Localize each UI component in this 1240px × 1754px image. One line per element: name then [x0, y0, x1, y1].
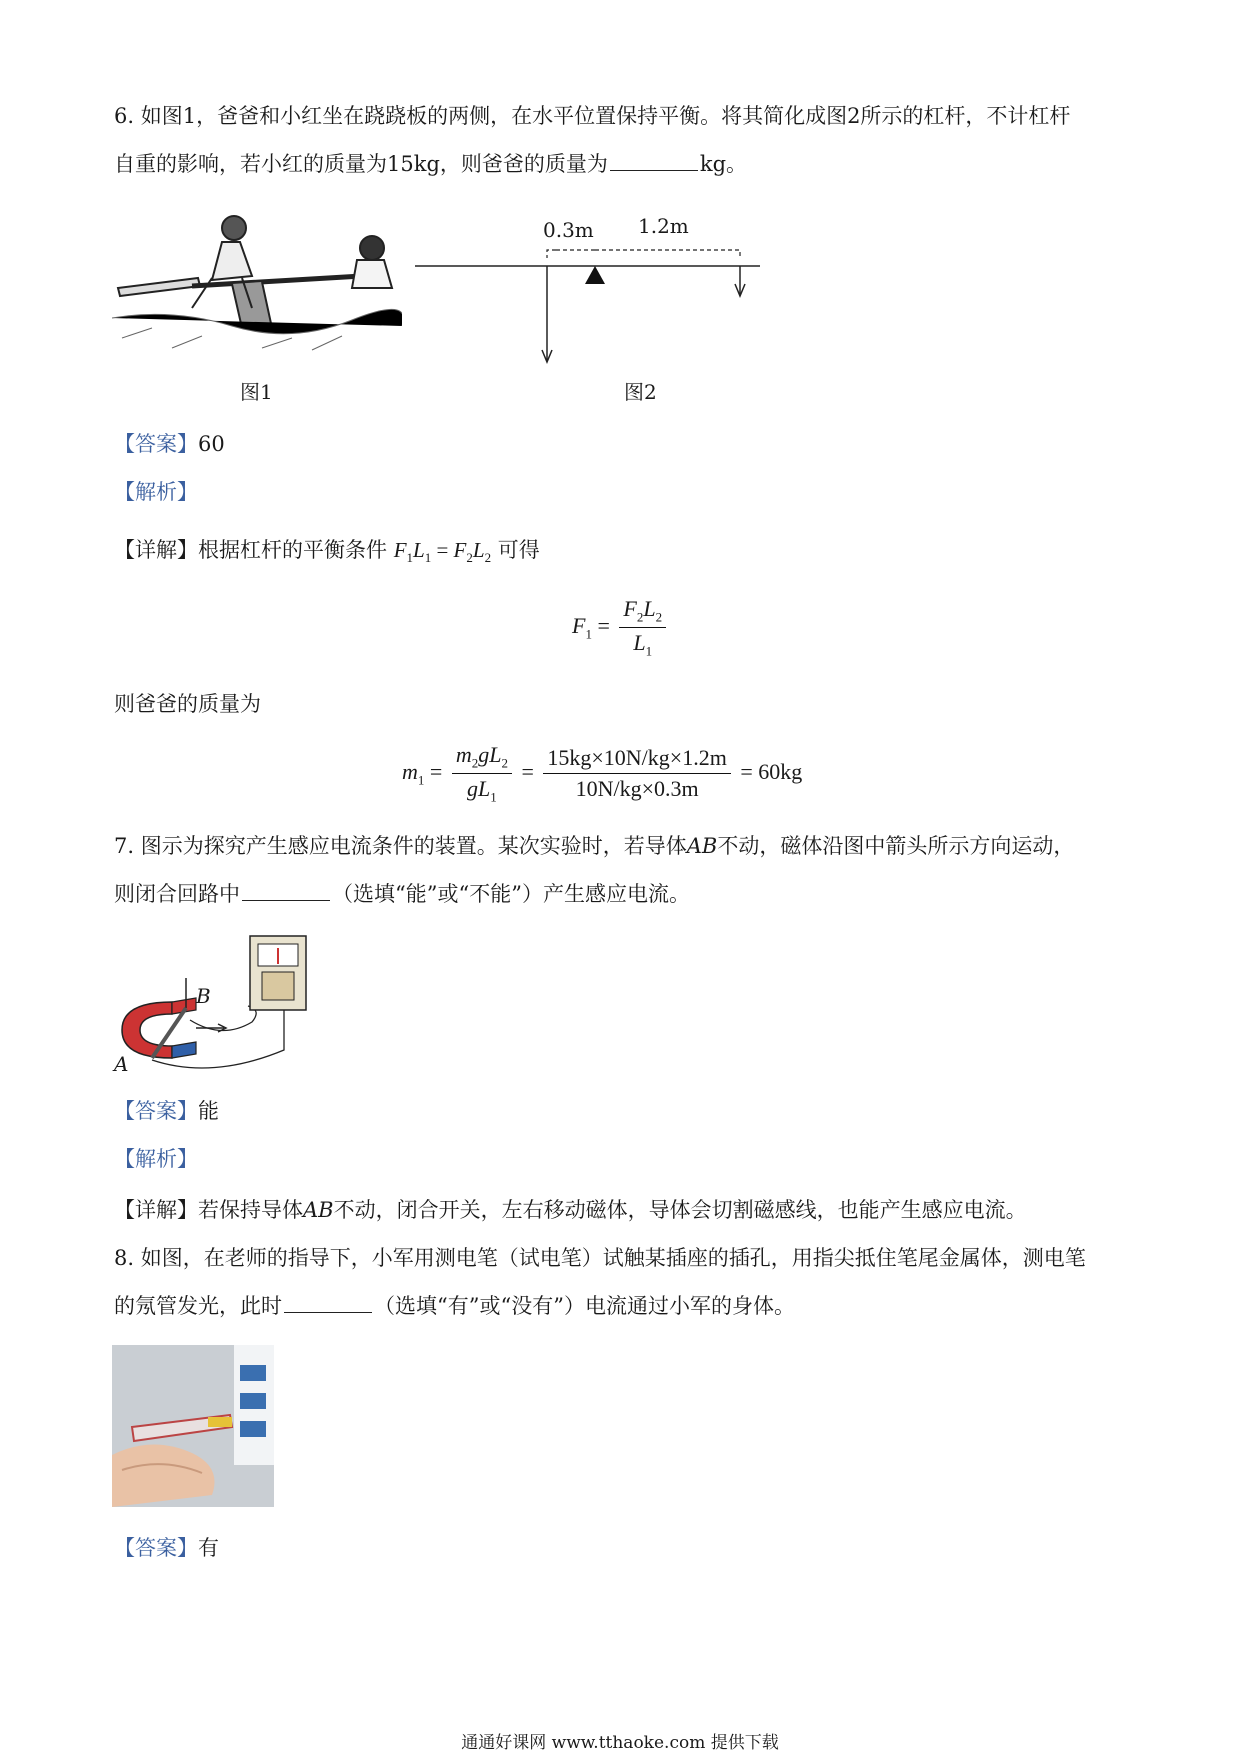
fig2-label-b: 1.2m	[638, 214, 689, 238]
q6-line2-pre: 自重的影响，若小红的质量为15kg，则爸爸的质量为	[114, 152, 608, 176]
q8-line2-post: （选填“有”或“没有”）电流通过小军的身体。	[374, 1294, 795, 1318]
q6-line2-post: kg。	[699, 152, 748, 176]
q7-detail	[114, 1196, 1027, 1224]
q6-detail	[114, 536, 540, 572]
q8-line1: 8. 如图，在老师的指导下，小军用测电笔（试电笔）试触某插座的插孔，用指尖抵住笔尾金属体，测电笔	[114, 1246, 1086, 1270]
q6-analysis	[114, 478, 198, 506]
answer-tag: 【答案】	[114, 432, 198, 456]
calc-numerator: 15kg×10N/kg×1.2m	[543, 745, 730, 774]
q6-answer-value: 60	[198, 432, 225, 456]
analysis-tag: 【解析】	[114, 480, 198, 504]
footer: 通通好课网 www.tthaoke.com 提供下载	[461, 1733, 779, 1753]
induction-apparatus	[112, 930, 312, 1070]
calc-denominator: 10N/kg×0.3m	[575, 776, 699, 802]
q7-blank	[242, 880, 330, 901]
seesaw-illustration	[112, 208, 402, 373]
fig1-caption: 图1	[240, 380, 273, 404]
q6-detail-post: 可得	[497, 538, 540, 562]
test-pen-photo	[112, 1345, 274, 1507]
analysis-tag: 【解析】	[114, 1147, 198, 1171]
q6-line1: 6. 如图1，爸爸和小红坐在跷跷板的两侧，在水平位置保持平衡。将其简化成图2所示的杠杆，不计杠杆	[114, 104, 1071, 128]
q7-line2	[114, 880, 690, 908]
mass-calc-formula: $m_1$ = $\frac{m_2gL_2}{gL_1}$ = $\frac{15kg\times 10N/kg\times 1.2m}{10N/kg\times 0.3m}$ = 60kg	[402, 742, 803, 805]
q8-answer-value: 有	[198, 1536, 219, 1560]
q7-line1	[114, 832, 1074, 860]
fig2-label-a: 0.3m	[543, 218, 594, 242]
q8-line2-pre: 的氖管发光，此时	[114, 1294, 282, 1318]
q7-line2-pre: 则闭合回路中	[114, 882, 240, 906]
label-a: A	[114, 1052, 129, 1076]
q6-answer	[114, 430, 225, 458]
answer-tag: 【答案】	[114, 1536, 198, 1560]
q8-blank	[284, 1292, 372, 1313]
q7-line2-post: （选填“能”或“不能”）产生感应电流。	[332, 882, 690, 906]
q7-answer-value: 能	[198, 1099, 219, 1123]
force-formula: $F_1$ = $\frac{F_2L_2}{L_1}$	[572, 596, 670, 660]
q7-analysis	[114, 1145, 198, 1173]
q7-ab: AB	[686, 834, 718, 858]
answer-tag: 【答案】	[114, 1099, 198, 1123]
q7-line1-pre: 7. 图示为探究产生感应电流条件的装置。某次实验时，若导体	[114, 834, 687, 858]
q7-answer	[114, 1097, 219, 1125]
q8-line2	[114, 1292, 795, 1320]
q6-blank	[610, 150, 698, 171]
q6-detail-pre: 根据杠杆的平衡条件	[198, 538, 387, 562]
q7-detail-pre: 若保持导体	[198, 1198, 303, 1222]
label-b: B	[196, 984, 211, 1008]
lever-balance-formula: $F_1L_1 = F_2L_2$	[393, 538, 492, 566]
q7-line1-post: 不动，磁体沿图中箭头所示方向运动，	[717, 834, 1075, 858]
q6-line2	[114, 150, 747, 178]
fig2-caption: 图2	[624, 380, 657, 404]
detail-tag: 【详解】	[114, 538, 198, 562]
q7-detail-post: 不动，闭合开关，左右移动磁体，导体会切割磁感线，也能产生感应电流。	[333, 1198, 1027, 1222]
detail-tag: 【详解】	[114, 1198, 198, 1222]
q7-detail-ab: AB	[303, 1198, 334, 1222]
calc-result: = 60kg	[740, 758, 803, 784]
q8-answer	[114, 1534, 219, 1562]
q6-then: 则爸爸的质量为	[114, 692, 261, 716]
